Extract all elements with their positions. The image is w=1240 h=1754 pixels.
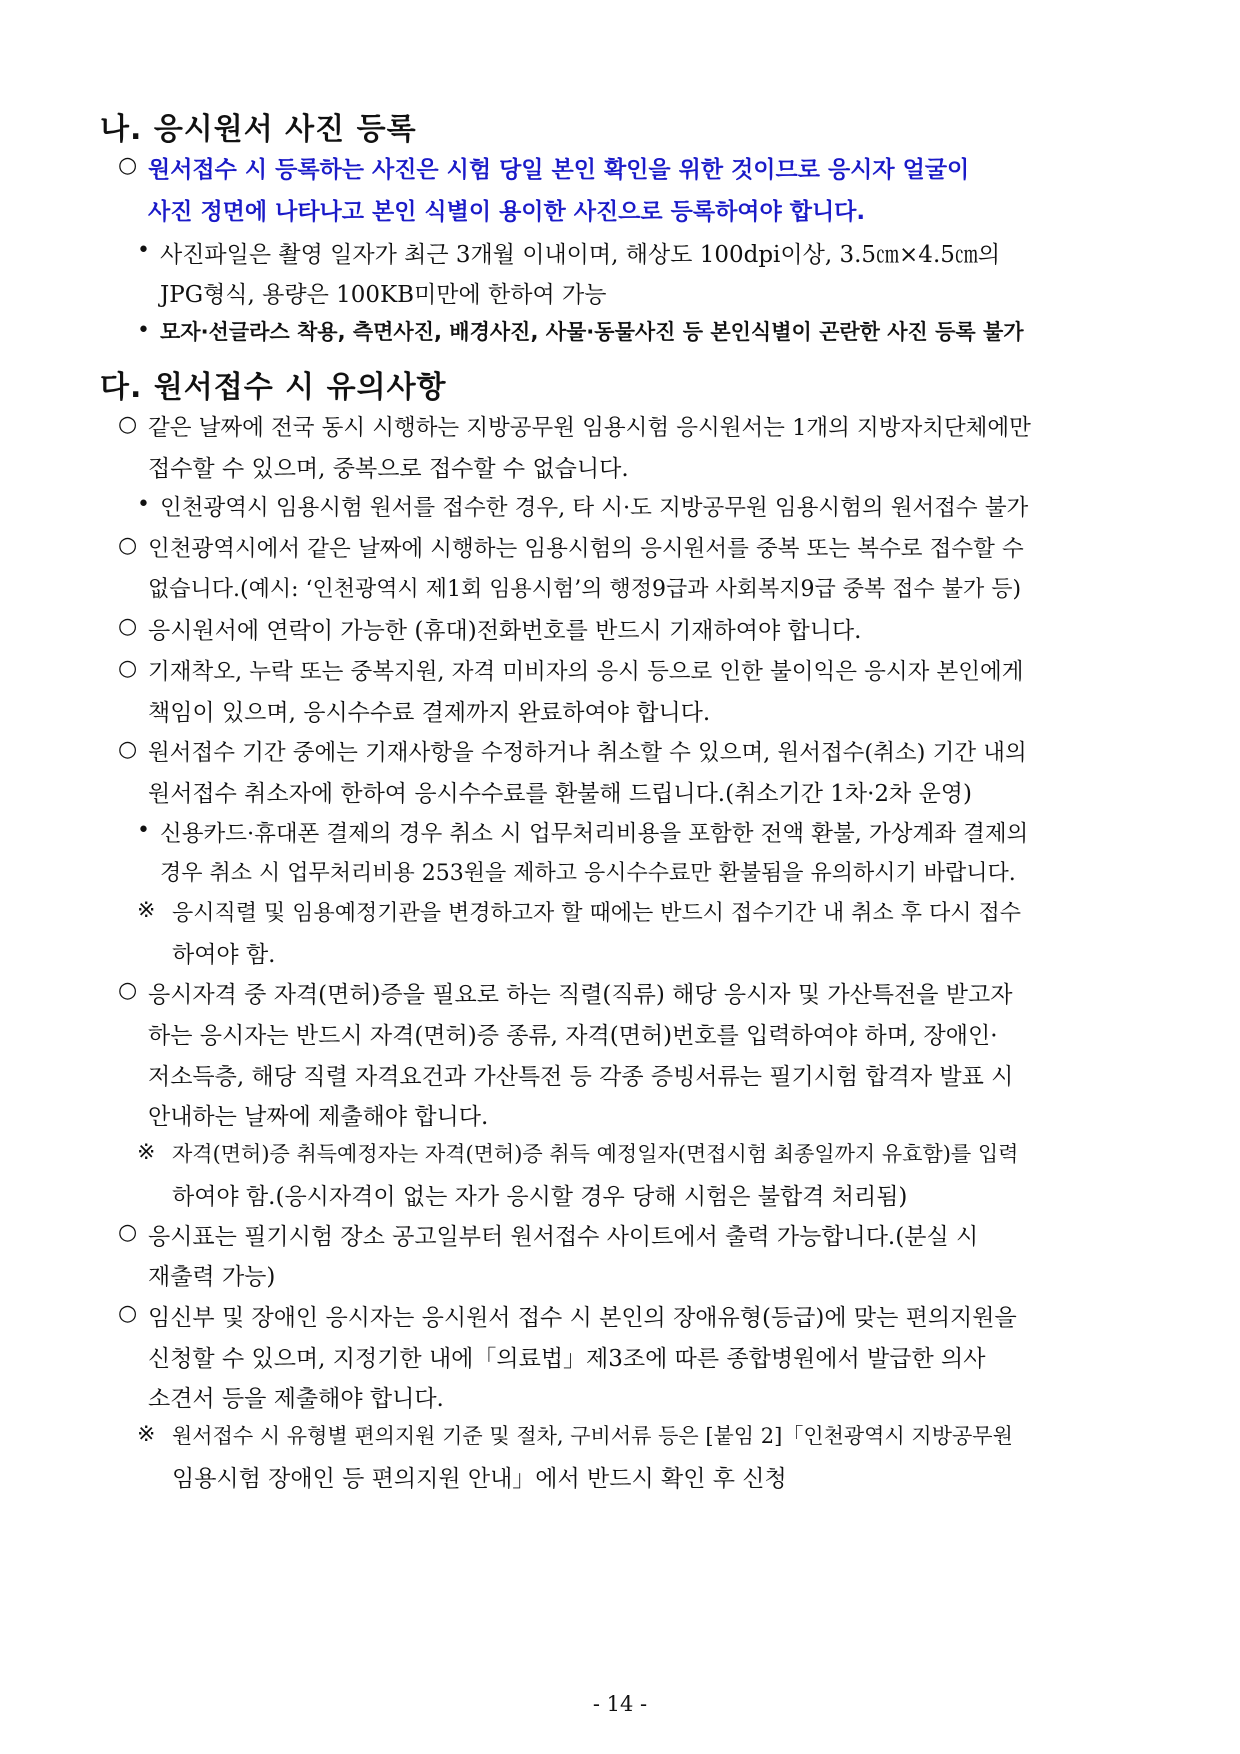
- text-line: 접수할 수 있으며, 중복으로 접수할 수 없습니다.: [148, 456, 629, 482]
- text-line: 안내하는 날짜에 제출해야 합니다.: [148, 1104, 489, 1130]
- circle-bullet: ○: [118, 412, 138, 437]
- text-line: 인천광역시에서 같은 날짜에 시행하는 임용시험의 응시원서를 중복 또는 복수로 접수할 수: [148, 536, 1024, 562]
- text-line: 원서접수 시 등록하는 사진은 시험 당일 본인 확인을 위한 것이므로 응시자 얼굴이: [148, 157, 970, 183]
- text-line: 응시원서에 연락이 가능한 (휴대)전화번호를 반드시 기재하여야 합니다.: [148, 618, 862, 644]
- text-line: 신용카드·휴대폰 결제의 경우 취소 시 업무처리비용을 포함한 전액 환불, 가상계좌 결제의: [160, 821, 1029, 847]
- text-line: 원서접수 취소자에 한하여 응시수수료를 환불해 드립니다.(취소기간 1차·2차 운영): [148, 781, 972, 807]
- note-mark: ※: [137, 898, 156, 923]
- text-line: 응시자격 중 자격(면허)증을 필요로 하는 직렬(직류) 해당 응시자 및 가산특전을 받고자: [148, 982, 1013, 1008]
- text-line: 기재착오, 누락 또는 중복지원, 자격 미비자의 응시 등으로 인한 불이익은 응시자 본인에게: [148, 659, 1024, 685]
- text-line: 소견서 등을 제출해야 합니다.: [148, 1386, 444, 1412]
- text-line: 원서접수 시 유형별 편의지원 기준 및 절차, 구비서류 등은 [붙임 2]「인천광역시 지방공무원: [172, 1424, 1013, 1448]
- section-heading-photo: 나. 응시원서 사진 등록: [100, 112, 417, 147]
- circle-bullet: ○: [118, 1220, 138, 1245]
- circle-bullet: ○: [118, 153, 138, 178]
- text-line: 응시직렬 및 임용예정기관을 변경하고자 할 때에는 반드시 접수기간 내 취소 후 다시 접수: [172, 901, 1021, 926]
- text-line: 같은 날짜에 전국 동시 시행하는 지방공무원 임용시험 응시원서는 1개의 지방자치단체에만: [148, 415, 1031, 441]
- text-line: 책임이 있으며, 응시수수료 결제까지 완료하여야 합니다.: [148, 700, 711, 726]
- note-mark: ※: [137, 1140, 156, 1165]
- text-line: JPG형식, 용량은 100KB미만에 한하여 가능: [160, 282, 607, 308]
- text-line: 원서접수 기간 중에는 기재사항을 수정하거나 취소할 수 있으며, 원서접수(취소) 기간 내의: [148, 740, 1027, 766]
- text-line: 하여야 함.: [172, 942, 276, 968]
- text-line: 하여야 함.(응시자격이 없는 자가 응시할 경우 당해 시험은 불합격 처리됨): [172, 1184, 908, 1210]
- text-line: 자격(면허)증 취득예정자는 자격(면허)증 취득 예정일자(면접시험 최종일까지 유효함)를 입력: [172, 1142, 1019, 1166]
- text-line: 인천광역시 임용시험 원서를 접수한 경우, 타 시·도 지방공무원 임용시험의 원서접수 불가: [160, 495, 1029, 521]
- text-line: 재출력 가능): [148, 1264, 276, 1290]
- text-line: 경우 취소 시 업무처리비용 253원을 제하고 응시수수료만 환불됨을 유의하시기 바랍니다.: [160, 861, 1016, 886]
- dot-bullet: •: [137, 238, 150, 263]
- note-mark: ※: [137, 1422, 156, 1447]
- circle-bullet: ○: [118, 533, 138, 558]
- text-line: 임용시험 장애인 등 편의지원 안내」에서 반드시 확인 후 신청: [172, 1466, 787, 1492]
- page-number: - 14 -: [592, 1692, 648, 1716]
- text-line: 응시표는 필기시험 장소 공고일부터 원서접수 사이트에서 출력 가능합니다.(분실 시: [148, 1224, 979, 1250]
- text-line: 임신부 및 장애인 응시자는 응시원서 접수 시 본인의 장애유형(등급)에 맞는 편의지원을: [148, 1305, 1017, 1331]
- dot-bullet: •: [137, 818, 150, 843]
- text-line: 사진 정면에 나타나고 본인 식별이 용이한 사진으로 등록하여야 합니다.: [148, 199, 866, 225]
- section-heading-notes: 다. 원서접수 시 유의사항: [100, 370, 447, 405]
- circle-bullet: ○: [118, 978, 138, 1003]
- text-line: 모자·선글라스 착용, 측면사진, 배경사진, 사물·동물사진 등 본인식별이 곤란한 사진 등록 불가: [160, 320, 1024, 344]
- text-line: 없습니다.(예시: ‘인천광역시 제1회 임용시험’의 행정9급과 사회복지9급 중복 접수 불가 등): [148, 577, 1022, 602]
- text-line: 저소득층, 해당 직렬 자격요건과 가산특전 등 각종 증빙서류는 필기시험 합격자 발표 시: [148, 1064, 1014, 1090]
- text-line: 하는 응시자는 반드시 자격(면허)증 종류, 자격(면허)번호를 입력하여야 하며, 장애인·: [148, 1023, 998, 1049]
- dot-bullet: •: [137, 492, 150, 517]
- text-line: 신청할 수 있으며, 지정기한 내에「의료법」제3조에 따른 종합병원에서 발급한 의사: [148, 1346, 986, 1372]
- circle-bullet: ○: [118, 656, 138, 681]
- circle-bullet: ○: [118, 614, 138, 639]
- text-line: 사진파일은 촬영 일자가 최근 3개월 이내이며, 해상도 100dpi이상, 3.5㎝×4.5㎝의: [160, 242, 1001, 268]
- circle-bullet: ○: [118, 737, 138, 762]
- dot-bullet: •: [137, 318, 150, 343]
- circle-bullet: ○: [118, 1301, 138, 1326]
